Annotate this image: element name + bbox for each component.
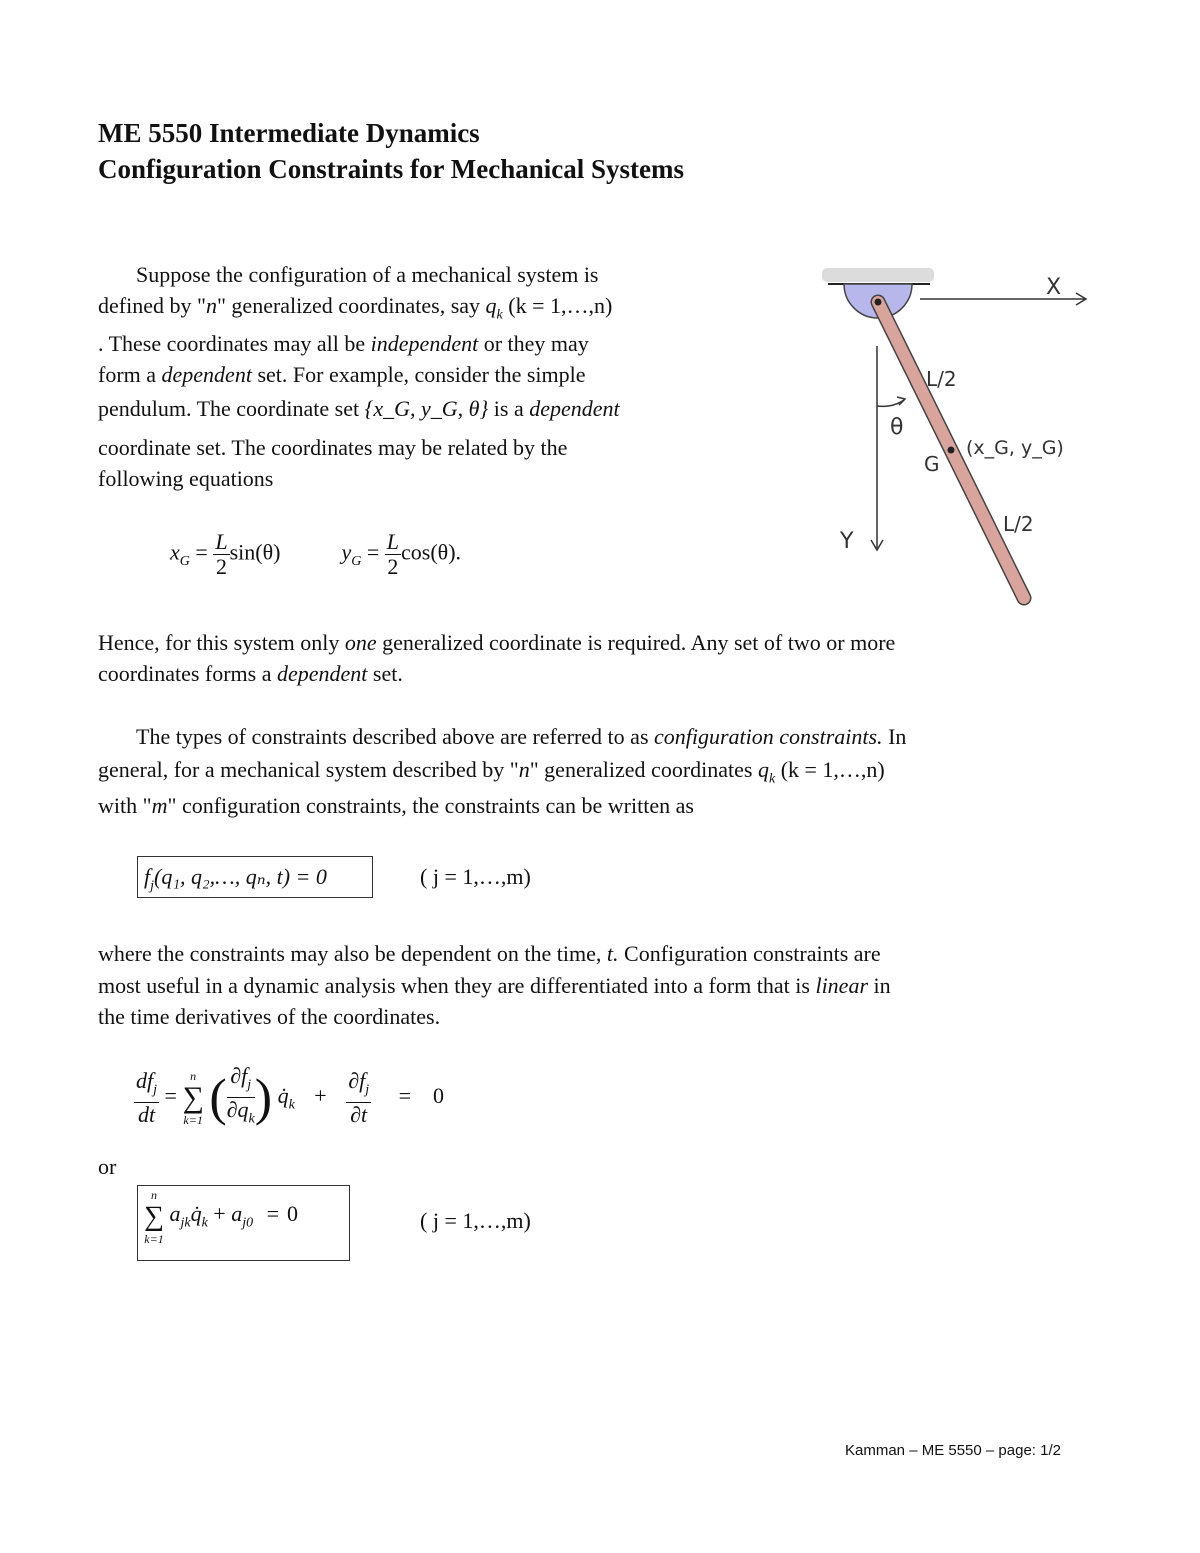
constraint-range: ( j = 1,…,m) [420, 864, 531, 889]
equation-position: $x_G$ = $\frac{L}{2}$ sin(θ) $y_G$ = $\frac{L}{2}$ cos(θ). [170, 529, 462, 579]
linear-constraint-box: n ∑ k=1 $a_{jk}q̇_k + a_{j0} = 0$ [137, 1185, 350, 1261]
intro-line-1: Suppose the configuration of a mechanical system is [136, 262, 599, 287]
theta-label: θ [890, 415, 904, 440]
center-of-mass-coords: (x_G, y_G) [966, 437, 1064, 459]
types-line-2: general, for a mechanical system described by "n" generalized coordinates $q_k$ (k = 1,…,n) [98, 757, 885, 787]
center-of-mass-dot [948, 447, 955, 454]
pendulum-figure [800, 258, 1100, 613]
y-axis-label: Y [840, 529, 854, 554]
derivative-equation: $\frac{df_j}{dt}$ = n ∑ k=1 ( $\frac{\partial f_j}{\partial q_k}$ ) $q̇_k$ + $\frac{\partial f_j}{\partial t}$ = 0 [136, 1063, 445, 1128]
intro-line-4: form a dependent set. For example, consider the simple [98, 362, 586, 387]
title-line-2: Configuration Constraints for Mechanical Systems [98, 154, 684, 184]
title-line-1: ME 5550 Intermediate Dynamics [98, 118, 480, 148]
pivot-pin [875, 299, 882, 306]
center-of-mass-label: G [924, 452, 940, 476]
hence-line-1: Hence, for this system only one generalized coordinate is required. Any set of two or more [98, 630, 896, 655]
half-length-label-bottom: L/2 [1003, 512, 1034, 536]
hence-line-2: coordinates forms a dependent set. [98, 661, 403, 686]
types-line-3: with "m" configuration constraints, the constraints can be written as [98, 793, 694, 818]
page-footer: Kamman – ME 5550 – page: 1/2 [845, 1442, 1061, 1459]
intro-line-7: following equations [98, 466, 274, 491]
intro-line-3: . These coordinates may all be independent or they may [98, 331, 589, 356]
intro-line-2: defined by "n" generalized coordinates, say $q_k$ (k = 1,…,n) [98, 293, 613, 323]
x-axis-label: X [1046, 275, 1062, 300]
where-line-1: where the constraints may also be dependent on the time, t. Configuration constraints are [98, 941, 881, 966]
ceiling-support [822, 268, 934, 282]
constraint-equation-box: $f_j(q_1$, q₂,…, qₙ, t) = 0 [137, 856, 373, 898]
intro-line-6: coordinate set. The coordinates may be related by the [98, 435, 568, 460]
intro-line-5: pendulum. The coordinate set {x_G, y_G, θ} is a dependent [98, 396, 620, 421]
types-line-1: The types of constraints described above are referred to as configuration constraints. In [136, 724, 907, 749]
where-line-2: most useful in a dynamic analysis when they are differentiated into a form that is linear in [98, 973, 891, 998]
where-line-3: the time derivatives of the coordinates. [98, 1004, 441, 1029]
or-text: or [98, 1154, 117, 1179]
half-length-label-top: L/2 [926, 367, 957, 391]
linear-constraint-range: ( j = 1,…,m) [420, 1208, 531, 1233]
